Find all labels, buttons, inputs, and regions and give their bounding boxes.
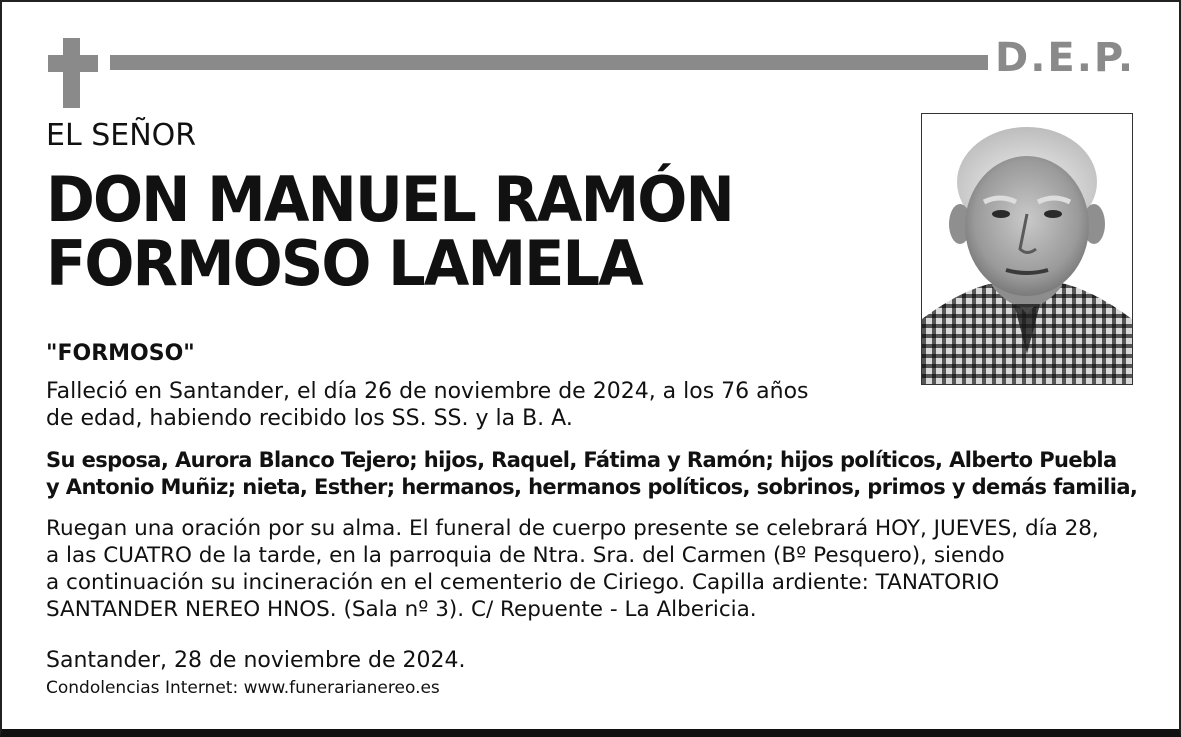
condolences-link[interactable]: Condolencias Internet: www.funerarianereo.es — [46, 678, 440, 698]
funeral-line: a las CUATRO de la tarde, en la parroquia de Ntra. Sra. del Carmen (Bº Pesquero), siendo — [46, 543, 1005, 568]
funeral-line: a continuación su incineración en el cementerio de Ciriego. Capilla ardiente: TANATORIO — [46, 570, 1000, 595]
cross-icon-bar — [48, 55, 98, 72]
cross-icon — [63, 38, 80, 108]
funeral-line: SANTANDER NEREO HNOS. (Sala nº 3). C/ Repuente - La Albericia. — [46, 597, 757, 622]
funeral-line: Ruegan una oración por su alma. El funeral de cuerpo presente se celebrará HOY, JUEVES, día 28, — [46, 516, 1099, 541]
death-notice — [46, 378, 809, 432]
nickname: "FORMOSO" — [46, 341, 195, 366]
funeral-details — [46, 515, 1099, 623]
name-line-2: FORMOSO LAMELA — [46, 227, 642, 300]
name-line-1: DON MANUEL RAMÓN — [46, 163, 733, 236]
death-line: Falleció en Santander, el día 26 de noviembre de 2024, a los 76 años — [46, 379, 809, 404]
portrait-image — [922, 114, 1132, 384]
portrait-photo — [921, 113, 1133, 385]
title-prefix: EL SEÑOR — [46, 118, 197, 153]
family-line: Su esposa, Aurora Blanco Tejero; hijos, Raquel, Fátima y Ramón; hijos políticos, Alberto Puebla — [46, 448, 1117, 472]
place-date: Santander, 28 de noviembre de 2024. — [46, 648, 466, 673]
death-line: de edad, habiendo recibido los SS. SS. y la B. A. — [46, 406, 573, 431]
deceased-name — [46, 163, 733, 300]
header-rule — [110, 55, 988, 70]
family-list — [46, 447, 1137, 501]
family-line: y Antonio Muñiz; nieta, Esther; hermanos, hermanos políticos, sobrinos, primos y demás familia, — [46, 475, 1138, 499]
dep-label: D.E.P. — [995, 35, 1136, 81]
